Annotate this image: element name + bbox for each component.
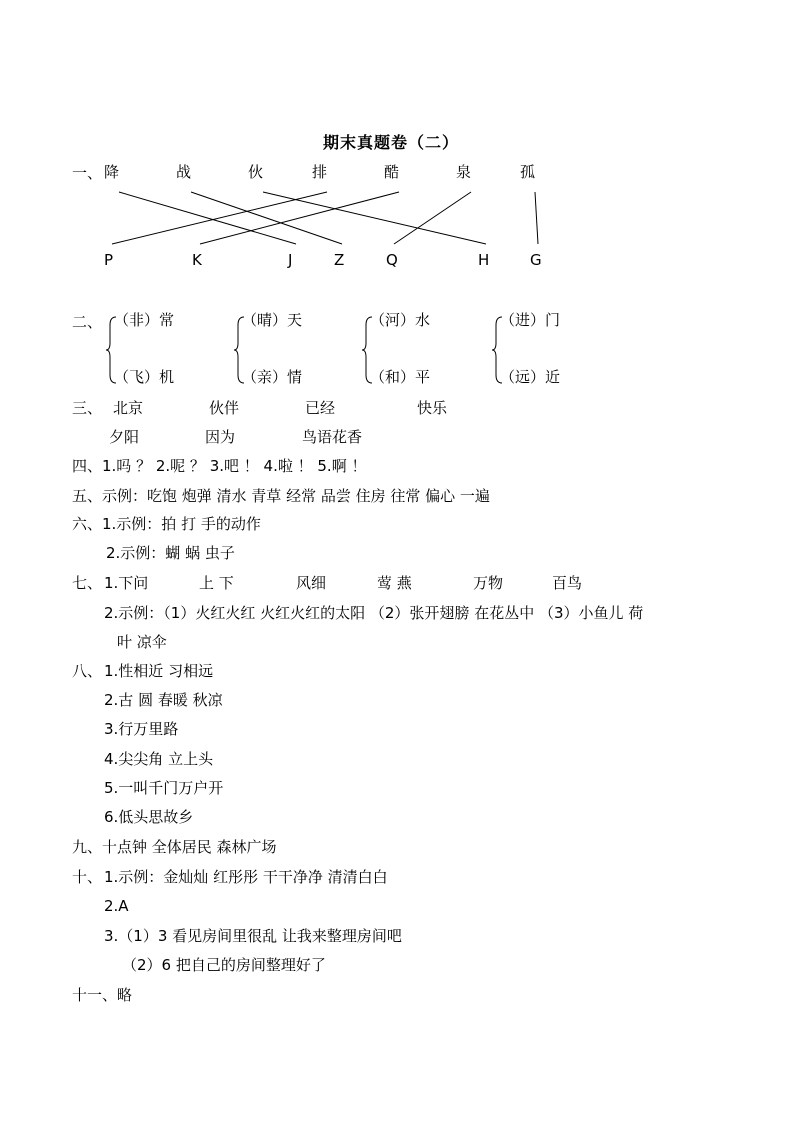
q4-line: 四、1.吗 ？ 2.呢 ？ 3.吧 ！ 4.啦 ！ 5.啊 ！ <box>72 457 367 475</box>
q10-item: （2）6 把自己的房间整理好了 <box>122 956 326 974</box>
q2-group-bottom: （和）平 <box>370 368 431 386</box>
q11-line: 十一、略 <box>72 986 133 1004</box>
q1-top-char: 孤 <box>520 163 536 181</box>
q3-word: 夕阳 <box>109 428 140 446</box>
q1-bottom-letter: K <box>192 251 202 269</box>
q2-group-bottom: （远）近 <box>500 368 561 386</box>
q2-group-top: （非）常 <box>114 311 175 329</box>
q2-group-top: （河）水 <box>370 311 431 329</box>
q1-top-char: 酷 <box>384 163 400 181</box>
q1-match-line <box>394 192 471 244</box>
q1-bottom-letter: G <box>530 251 542 269</box>
q1-top-char: 泉 <box>456 163 472 181</box>
q1-label: 一、 <box>72 164 103 182</box>
q7-line1-prefix: 1.下问 <box>104 574 149 592</box>
q1-bottom-letter: Z <box>334 251 345 269</box>
q7-line2: 2.示例：（1）火红火红 火红火红的太阳 （2）张开翅膀 在花丛中 （3）小鱼儿 荷 <box>104 604 644 622</box>
q8-item: 4.尖尖角 立上头 <box>104 749 214 768</box>
q7-item: 百鸟 <box>552 574 583 592</box>
q3-label: 三、 <box>72 399 103 417</box>
q7-item: 莺 燕 <box>377 574 412 592</box>
q6-line2: 2.示例：蝴 蜗 虫子 <box>106 544 235 562</box>
q7-item: 上 下 <box>199 574 234 592</box>
q7-item: 万物 <box>473 574 504 592</box>
q5-line: 五、示例：吃饱 炮弹 清水 青草 经常 品尝 住房 往常 偏心 一遍 <box>72 487 490 505</box>
q1-bottom-letter: P <box>104 251 114 269</box>
q2-group-top: （进）门 <box>500 311 561 329</box>
q3-word: 鸟语花香 <box>302 428 363 446</box>
q1-top-char: 降 <box>104 163 120 181</box>
q8-item: 1.性相近 习相远 <box>104 662 214 680</box>
q8-item: 6.低头思故乡 <box>104 808 194 826</box>
q2-label: 二、 <box>72 313 103 331</box>
q1-match-line <box>535 192 538 244</box>
q3-word: 快乐 <box>417 399 448 417</box>
q8-label: 八、 <box>72 662 103 680</box>
q2-group-top: （晴）天 <box>242 311 303 329</box>
q1-top-char: 伙 <box>248 163 264 181</box>
q8-item: 2.古 圆 春暖 秋凉 <box>104 691 223 710</box>
q1-bottom-letter: J <box>288 251 293 269</box>
q10-item: 2.A <box>104 897 129 915</box>
q7-label: 七、 <box>72 574 103 592</box>
page-title: 期末真题卷（二） <box>323 133 460 152</box>
q1-bottom-letter: H <box>478 251 490 269</box>
q3-word: 因为 <box>205 428 236 446</box>
q8-item: 5.一叫千门万户开 <box>104 778 224 797</box>
q9-line: 九、十点钟 全体居民 森林广场 <box>72 838 277 856</box>
q1-match-line <box>191 192 342 244</box>
q10-label: 十、 <box>72 868 103 886</box>
q1-match-line <box>200 192 399 244</box>
q7-item: 风细 <box>296 574 327 592</box>
q1-top-char: 战 <box>176 163 192 181</box>
q10-item: 1.示例：金灿灿 红彤彤 干干净净 清清白白 <box>104 868 388 886</box>
q10-item: 3.（1）3 看见房间里很乱 让我来整理房间吧 <box>104 927 402 945</box>
q8-item: 3.行万里路 <box>104 720 179 739</box>
q6-line1: 六、1.示例：拍 打 手的动作 <box>72 515 261 533</box>
q3-word: 已经 <box>305 399 336 417</box>
q1-bottom-letter: Q <box>386 251 398 269</box>
q1-top-char: 排 <box>312 163 328 181</box>
q2-group-bottom: （飞）机 <box>114 368 175 386</box>
q3-word: 伙伴 <box>209 399 240 417</box>
q1-match-lines <box>0 0 794 300</box>
q7-line3: 叶 凉伞 <box>117 633 167 651</box>
q2-group-bottom: （亲）情 <box>242 368 303 386</box>
q3-word: 北京 <box>113 399 144 417</box>
